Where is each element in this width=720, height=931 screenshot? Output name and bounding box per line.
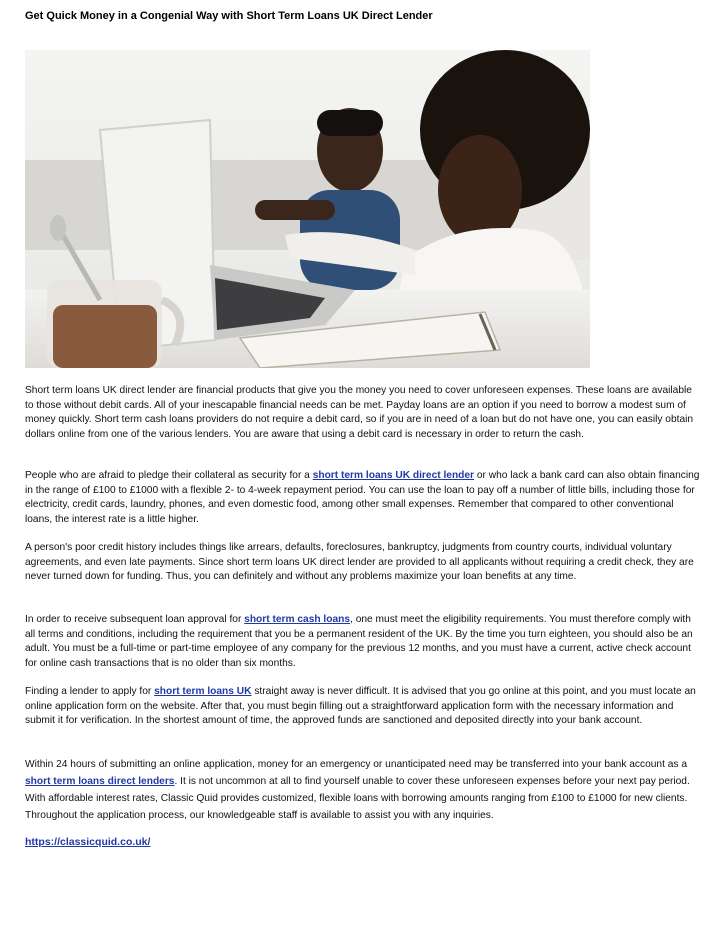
hero-photo (25, 50, 590, 368)
paragraph-5 (25, 685, 701, 729)
link-short-term-cash-loans[interactable]: short term cash loans (244, 614, 351, 625)
paragraph-2 (25, 469, 701, 527)
paragraph-6 (25, 756, 701, 824)
paragraph-4-text-after: , one must meet the eligibility requirements. You must therefore comply with all terms and conditions, including the requirement that you be a permanent resident of the UK. By the time you turn eighteen, you should also be an adult. You must be a full-time or part-time employee of any company for the previous 12 months, and you must have a current, active check account for online cash transactions that is no older than six months. (25, 614, 693, 669)
paragraph-5-text-after: straight away is never difficult. It is advised that you go online at this point, and you must locate an online application form on the website. After that, you must begin filling out a straightforward application form with the necessary information and submit it for verification. In the shortest amount of time, the approved funds are sanctioned and deposited directly into your bank account. (25, 686, 696, 726)
paragraph-5-text-before: Finding a lender to apply for (25, 686, 155, 697)
link-short-term-loans-direct-lenders[interactable]: short term loans direct lenders (25, 776, 175, 787)
paragraph-6-text-after: . It is not uncommon at all to find yourself unable to cover these unforeseen expenses before your next pay period. With affordable interest rates, Classic Quid provides customized, flexible loans with borrowing amounts ranging from £100 to £1000 for new clients. Throughout the application process, our knowledgeable staff is available to assist you with any inquiries. (25, 776, 690, 821)
paragraph-3 (25, 541, 701, 585)
link-short-term-loans-uk[interactable]: short term loans UK (154, 686, 252, 697)
paragraph-2-text-before: People who are afraid to pledge their collateral as security for a (25, 470, 313, 481)
paragraph-3-text: A person's poor credit history includes things like arrears, defaults, foreclosures, bankruptcy, judgments from country courts, individual voluntary agreements, and even late payments. Since short term loans UK direct lender are provided to all applicants without requiring a credit check, they are never turned down for funding. Thus, you can definitely and without any problems maximize your loan benefits at any time. (25, 542, 694, 582)
paragraph-1 (25, 384, 701, 442)
page-title: Get Quick Money in a Congenial Way with Short Term Loans UK Direct Lender (25, 10, 433, 22)
link-short-term-loans-uk-direct-lender[interactable]: short term loans UK direct lender (312, 470, 475, 481)
paragraph-4 (25, 613, 701, 671)
paragraph-4-text-before: In order to receive subsequent loan approval for (25, 614, 245, 625)
footer-url-link[interactable]: https://classicquid.co.uk/ (25, 836, 151, 848)
paragraph-6-text-before: Within 24 hours of submitting an online application, money for an emergency or unanticipated need may be transferred into your bank account as a (25, 759, 688, 770)
paragraph-2-text-after: or who lack a bank card can also obtain financing in the range of £100 to £1000 with a flexible 2- to 4-week repayment period. You can use the loan to pay off a number of little bills, including those for electricity, credit cards, laundry, phones, and even domestic food, among other small expenses. Remember that compared to other conventional loans, the interest rate is a little higher. (25, 470, 700, 525)
paragraph-1-text: Short term loans UK direct lender are financial products that give you the money you need to cover unforeseen expenses. These loans are available to those without debit cards. All of your inescapable financial needs can be met. Payday loans are an option if you need to borrow a modest sum of money quickly. Short term cash loans providers do not require a debit card, so if you are in need of a loan but do not have one, you can easily obtain dollars online from one of the various lenders. You are aware that using a debit card is necessary in order to return the cash. (25, 385, 694, 440)
